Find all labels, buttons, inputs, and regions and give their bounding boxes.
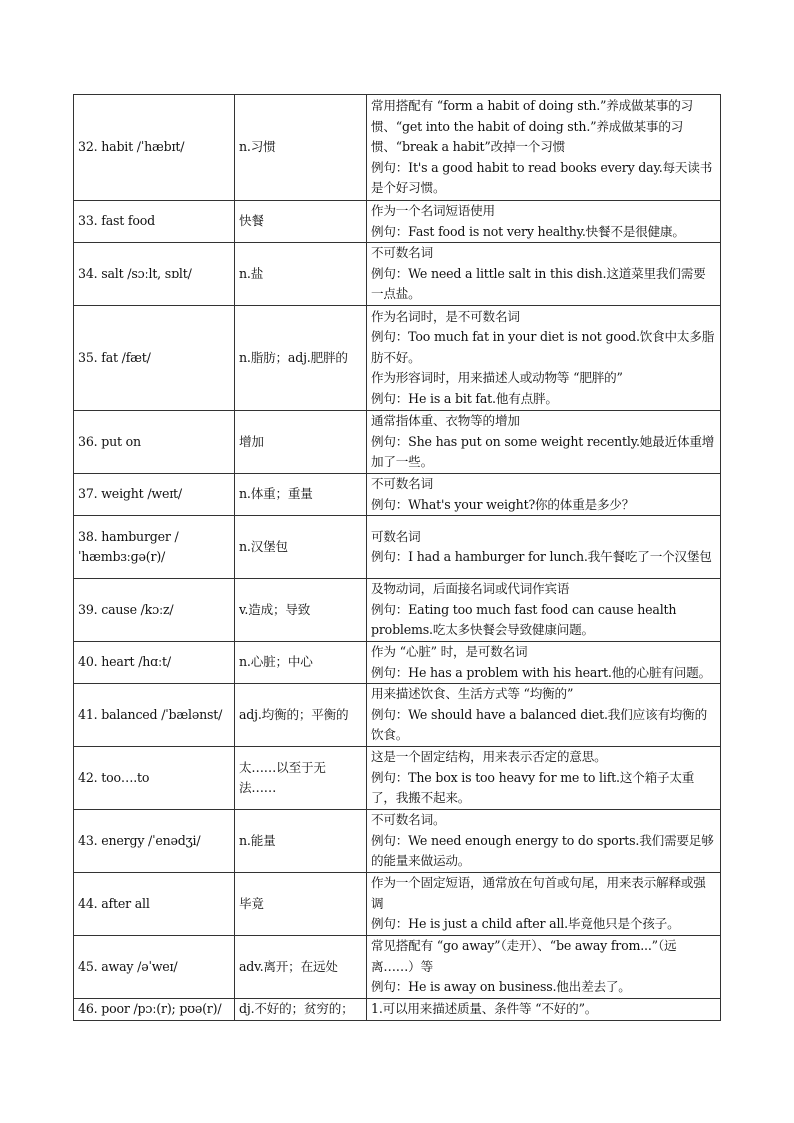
table-row bbox=[74, 936, 721, 999]
note-line: 这是一个固定结构，用来表示否定的意思。 bbox=[371, 749, 607, 765]
note-line: 例句：What's your weight?你的体重是多少？ bbox=[371, 496, 635, 512]
note-line: 例句：It's a good habit to read books every day.每天读书是个好习惯。 bbox=[371, 159, 713, 196]
table-row bbox=[74, 579, 721, 642]
table-row bbox=[74, 684, 721, 747]
notes-cell bbox=[367, 936, 721, 999]
notes-cell bbox=[367, 999, 721, 1021]
note-line: 1.可以用来描述质量、条件等 “不好的”。 bbox=[371, 1001, 598, 1017]
notes-cell bbox=[367, 873, 721, 936]
note-line: 作为形容词时，用来描述人或动物等 “肥胖的” bbox=[371, 370, 623, 386]
meaning-cell: 太……以至于无法…… bbox=[235, 747, 367, 810]
table-row bbox=[74, 873, 721, 936]
note-line: 作为一个固定短语，通常放在句首或句尾，用来表示解释或强调 bbox=[371, 875, 706, 911]
table-row bbox=[74, 810, 721, 873]
table-row bbox=[74, 747, 721, 810]
note-line: 例句：He is a bit fat.他有点胖。 bbox=[371, 390, 558, 406]
word-cell: 36. put on bbox=[74, 411, 235, 474]
meaning-cell: n.汉堡包 bbox=[235, 516, 367, 579]
word-cell: 34. salt /sɔːlt, sɒlt/ bbox=[74, 243, 235, 306]
meaning-cell: 毕竟 bbox=[235, 873, 367, 936]
note-line: 作为一个名词短语使用 bbox=[371, 203, 495, 218]
note-line: 可数名词 bbox=[371, 528, 421, 544]
note-line: 及物动词，后面接名词或代词作宾语 bbox=[371, 581, 570, 597]
notes-cell bbox=[367, 95, 721, 201]
notes-cell bbox=[367, 747, 721, 810]
word-cell: 40. heart /hɑːt/ bbox=[74, 642, 235, 684]
table-row bbox=[74, 411, 721, 474]
meaning-cell: adj.均衡的；平衡的 bbox=[235, 684, 367, 747]
meaning-cell: 增加 bbox=[235, 411, 367, 474]
note-line: 例句：The box is too heavy for me to lift.这个箱子太重了，我搬不起来。 bbox=[371, 769, 695, 806]
notes-cell bbox=[367, 306, 721, 411]
word-cell: 39. cause /kɔːz/ bbox=[74, 579, 235, 642]
table-row bbox=[74, 474, 721, 516]
word-cell: 35. fat /fæt/ bbox=[74, 306, 235, 411]
note-line: 例句：We need a little salt in this dish.这道菜里我们需要一点盐。 bbox=[371, 265, 706, 302]
notes-cell bbox=[367, 474, 721, 516]
meaning-cell: dj.不好的；贫穷的； bbox=[235, 999, 367, 1021]
note-line: 例句：He has a problem with his heart.他的心脏有问题。 bbox=[371, 664, 711, 680]
note-line: 不可数名词 bbox=[371, 245, 433, 261]
word-cell: 44. after all bbox=[74, 873, 235, 936]
table-row bbox=[74, 999, 721, 1021]
meaning-cell: v.造成；导致 bbox=[235, 579, 367, 642]
table-row bbox=[74, 642, 721, 684]
note-line: 例句：We should have a balanced diet.我们应该有均衡的饮食。 bbox=[371, 706, 707, 743]
note-line: 作为 “心脏” 时，是可数名词 bbox=[371, 644, 528, 659]
note-line: 用来描述饮食、生活方式等 “均衡的” bbox=[371, 686, 574, 702]
word-cell: 33. fast food bbox=[74, 201, 235, 243]
notes-cell bbox=[367, 201, 721, 243]
notes-cell bbox=[367, 516, 721, 579]
table-row bbox=[74, 243, 721, 306]
meaning-cell: n.脂肪；adj.肥胖的 bbox=[235, 306, 367, 411]
notes-cell bbox=[367, 579, 721, 642]
note-line: 不可数名词 bbox=[371, 476, 433, 491]
table-row bbox=[74, 516, 721, 579]
meaning-cell: n.能量 bbox=[235, 810, 367, 873]
vocabulary-table bbox=[73, 94, 721, 1021]
word-cell: 38. hamburger /ˈhæmbɜːɡə(r)/ bbox=[74, 516, 235, 579]
meaning-cell: n.盐 bbox=[235, 243, 367, 306]
notes-cell bbox=[367, 684, 721, 747]
note-line: 例句：She has put on some weight recently.她最近体重增加了一些。 bbox=[371, 433, 715, 470]
word-cell: 32. habit /ˈhæbɪt/ bbox=[74, 95, 235, 201]
meaning-cell: n.习惯 bbox=[235, 95, 367, 201]
word-cell: 37. weight /weɪt/ bbox=[74, 474, 235, 516]
table-row bbox=[74, 95, 721, 201]
note-line: 例句：He is just a child after all.毕竟他只是个孩子。 bbox=[371, 916, 680, 932]
note-line: 常见搭配有 “go away”（走开）、“be away from...”（远离……）等 bbox=[371, 938, 677, 974]
word-cell: 45. away /əˈweɪ/ bbox=[74, 936, 235, 999]
note-line: 作为名词时，是不可数名词 bbox=[371, 308, 520, 324]
note-line: 不可数名词。 bbox=[371, 812, 446, 828]
notes-cell bbox=[367, 243, 721, 306]
meaning-cell: n.心脏；中心 bbox=[235, 642, 367, 684]
note-line: 通常指体重、衣物等的增加 bbox=[371, 413, 520, 429]
word-cell: 41. balanced /ˈbælənst/ bbox=[74, 684, 235, 747]
meaning-cell: adv.离开；在远处 bbox=[235, 936, 367, 999]
table-row bbox=[74, 201, 721, 243]
table-row bbox=[74, 306, 721, 411]
notes-cell bbox=[367, 642, 721, 684]
note-line: 例句：Eating too much fast food can cause health problems.吃太多快餐会导致健康问题。 bbox=[371, 601, 677, 638]
note-line: 例句：Fast food is not very healthy.快餐不是很健康。 bbox=[371, 223, 685, 239]
meaning-cell: 快餐 bbox=[235, 201, 367, 243]
note-line: 例句：He is away on business.他出差去了。 bbox=[371, 979, 631, 995]
note-line: 例句：We need enough energy to do sports.我们需要足够的能量来做运动。 bbox=[371, 832, 714, 869]
note-line: 例句：I had a hamburger for lunch.我午餐吃了一个汉堡包 bbox=[371, 549, 712, 564]
notes-cell bbox=[367, 810, 721, 873]
note-line: 常用搭配有 “form a habit of doing sth.”养成做某事的习惯、“get into the habit of doing sth.”养成做某事的习惯、“break a habit”改掉一个习惯 bbox=[371, 98, 694, 155]
word-cell: 43. energy /ˈenədʒi/ bbox=[74, 810, 235, 873]
note-line: 例句：Too much fat in your diet is not good.饮食中太多脂肪不好。 bbox=[371, 329, 715, 365]
meaning-cell: n.体重；重量 bbox=[235, 474, 367, 516]
notes-cell bbox=[367, 411, 721, 474]
word-cell: 46. poor /pɔː(r); pʊə(r)/ bbox=[74, 999, 235, 1021]
vocabulary-table-body bbox=[74, 95, 721, 1021]
word-cell: 42. too….to bbox=[74, 747, 235, 810]
